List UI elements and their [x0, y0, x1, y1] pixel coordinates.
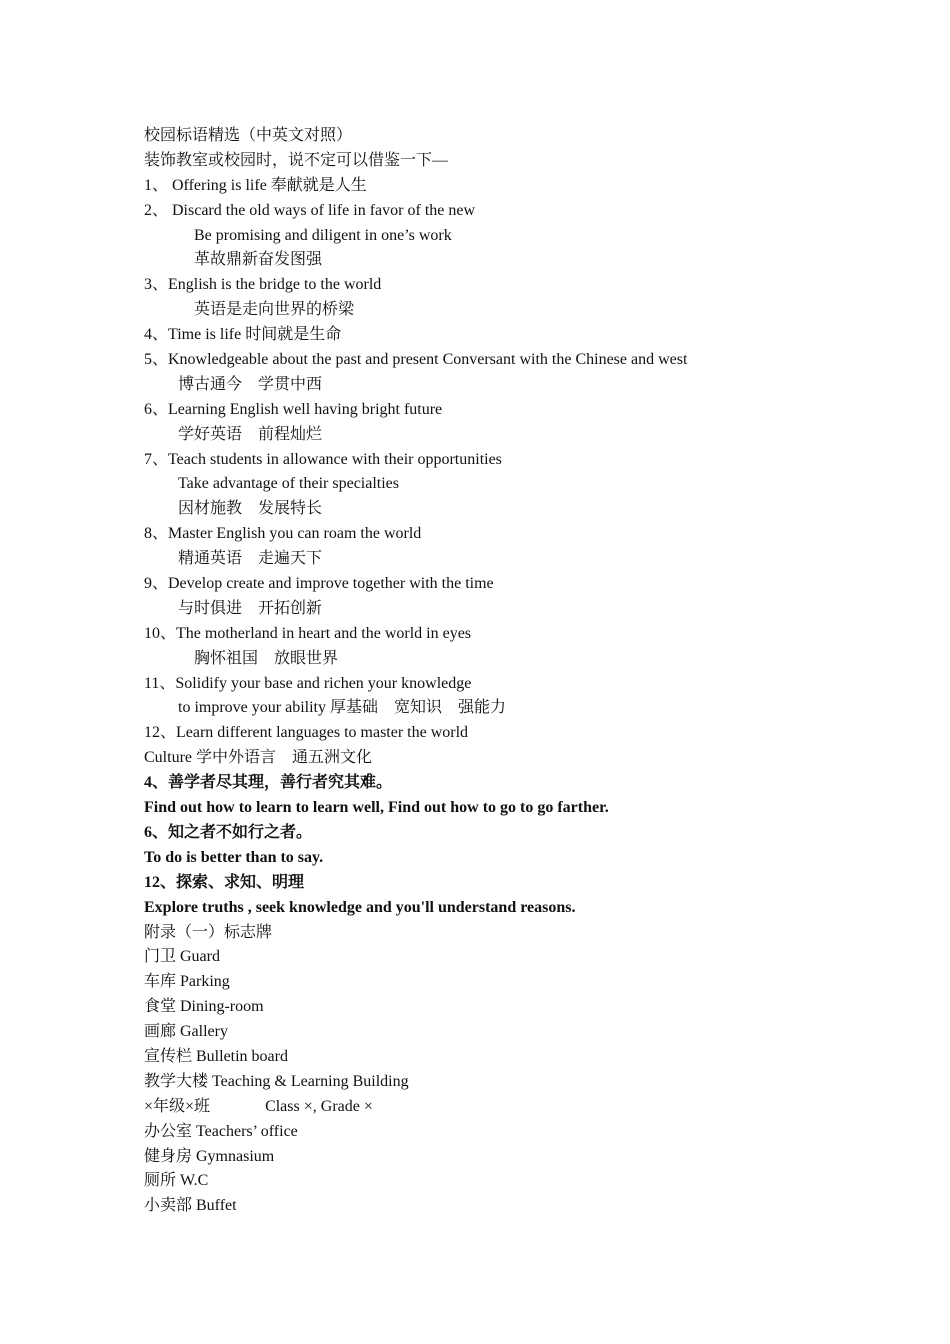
slogan-7-english-line2: Take advantage of their specialties	[178, 475, 399, 493]
document-title: 校园标语精选（中英文对照）	[144, 127, 353, 144]
slogan-10-english: 10、The motherland in heart and the world in eyes	[144, 624, 472, 642]
sign-gallery: 画廊 Gallery	[144, 1023, 228, 1041]
bold-item-12-english: Explore truths , seek knowledge and you'll understand reasons.	[144, 898, 576, 916]
slogan-11-mixed	[144, 696, 864, 721]
slogan-11-chinese-a: 宽知识	[393, 699, 442, 717]
sign-class-english: Class ×, Grade ×	[265, 1097, 373, 1115]
slogan-5-english: 5、Knowledgeable about the past and present Conversant with the Chinese and west	[144, 351, 688, 369]
slogan-7-chinese	[144, 497, 864, 522]
slogan-8-chinese-a: 精通英语	[178, 550, 243, 568]
slogan-10-chinese-a: 胸怀祖国	[194, 649, 259, 667]
slogan-5-chinese	[144, 373, 864, 398]
bold-item-4-english: Find out how to learn to learn well, Find out how to go to go farther.	[144, 799, 609, 817]
slogan-9-chinese-b: 开拓创新	[258, 599, 323, 617]
slogan-12-english-line2: Culture 学中外语言	[144, 749, 276, 767]
slogan-3-english: 3、English is the bridge to the world	[144, 276, 382, 294]
slogan-2-chinese: 革故鼎新奋发图强	[194, 251, 323, 269]
slogan-4: 4、Time is life 时间就是生命	[144, 326, 342, 344]
sign-gymnasium: 健身房 Gymnasium	[144, 1147, 275, 1165]
slogan-6-chinese-b: 前程灿烂	[258, 425, 323, 443]
slogan-7-english: 7、Teach students in allowance with their opportunities	[144, 450, 502, 468]
slogan-2-english: 2、 Discard the old ways of life in favor of the new	[144, 201, 476, 219]
slogan-6-chinese-a: 学好英语	[178, 425, 243, 443]
sign-guard: 门卫 Guard	[144, 948, 220, 966]
document-body	[144, 124, 864, 1219]
bold-item-4-chinese: 4、善学者尽其理，善行者究其难。	[144, 774, 393, 792]
bold-item-6-english: To do is better than to say.	[144, 848, 324, 866]
sign-parking: 车库 Parking	[144, 973, 230, 991]
sign-teaching-building: 教学大楼 Teaching & Learning Building	[144, 1072, 409, 1090]
slogan-2-english-line2: Be promising and diligent in one’s work	[194, 226, 452, 244]
bold-item-12-chinese: 12、探索、求知、明理	[144, 873, 305, 891]
sign-buffet: 小卖部 Buffet	[144, 1197, 237, 1215]
slogan-12-chinese: 通五洲文化	[292, 749, 373, 767]
slogan-12-mixed	[144, 746, 864, 771]
slogan-6-english: 6、Learning English well having bright future	[144, 400, 443, 418]
sign-bulletin-board: 宣传栏 Bulletin board	[144, 1047, 288, 1065]
bold-item-6-chinese: 6、知之者不如行之者。	[144, 823, 313, 841]
slogan-1: 1、 Offering is life 奉献就是人生	[144, 176, 367, 194]
sign-class-chinese: ×年级×班	[144, 1097, 211, 1115]
slogan-10-chinese-b: 放眼世界	[274, 649, 339, 667]
slogan-11-chinese-b: 强能力	[458, 699, 507, 717]
slogan-8-english: 8、Master English you can roam the world	[144, 525, 422, 543]
slogan-12-english: 12、Learn different languages to master the world	[144, 724, 469, 742]
document-intro: 装饰教室或校园时，说不定可以借鉴一下—	[144, 151, 449, 169]
slogan-3-chinese: 英语是走向世界的桥梁	[194, 301, 355, 319]
slogan-9-chinese	[144, 597, 864, 622]
sign-wc: 厕所 W.C	[144, 1172, 209, 1190]
slogan-9-english: 9、Develop create and improve together with the time	[144, 575, 494, 593]
sign-dining-room: 食堂 Dining-room	[144, 998, 264, 1016]
slogan-6-chinese	[144, 423, 864, 448]
slogan-7-chinese-a: 因材施教	[178, 500, 243, 518]
slogan-9-chinese-a: 与时俱进	[178, 599, 243, 617]
slogan-8-chinese	[144, 547, 864, 572]
slogan-5-chinese-a: 博古通今	[178, 375, 243, 393]
slogan-11-english-line2: to improve your ability 厚基础	[178, 699, 378, 717]
slogan-8-chinese-b: 走遍天下	[258, 550, 323, 568]
slogan-5-chinese-b: 学贯中西	[258, 375, 323, 393]
sign-teachers-office: 办公室 Teachers’ office	[144, 1122, 298, 1140]
sign-class	[144, 1095, 864, 1120]
appendix-title: 附录（一）标志牌	[144, 923, 273, 941]
slogan-10-chinese	[144, 647, 864, 672]
slogan-11-english: 11、Solidify your base and richen your knowledge	[144, 674, 472, 692]
slogan-7-chinese-b: 发展特长	[258, 500, 323, 518]
